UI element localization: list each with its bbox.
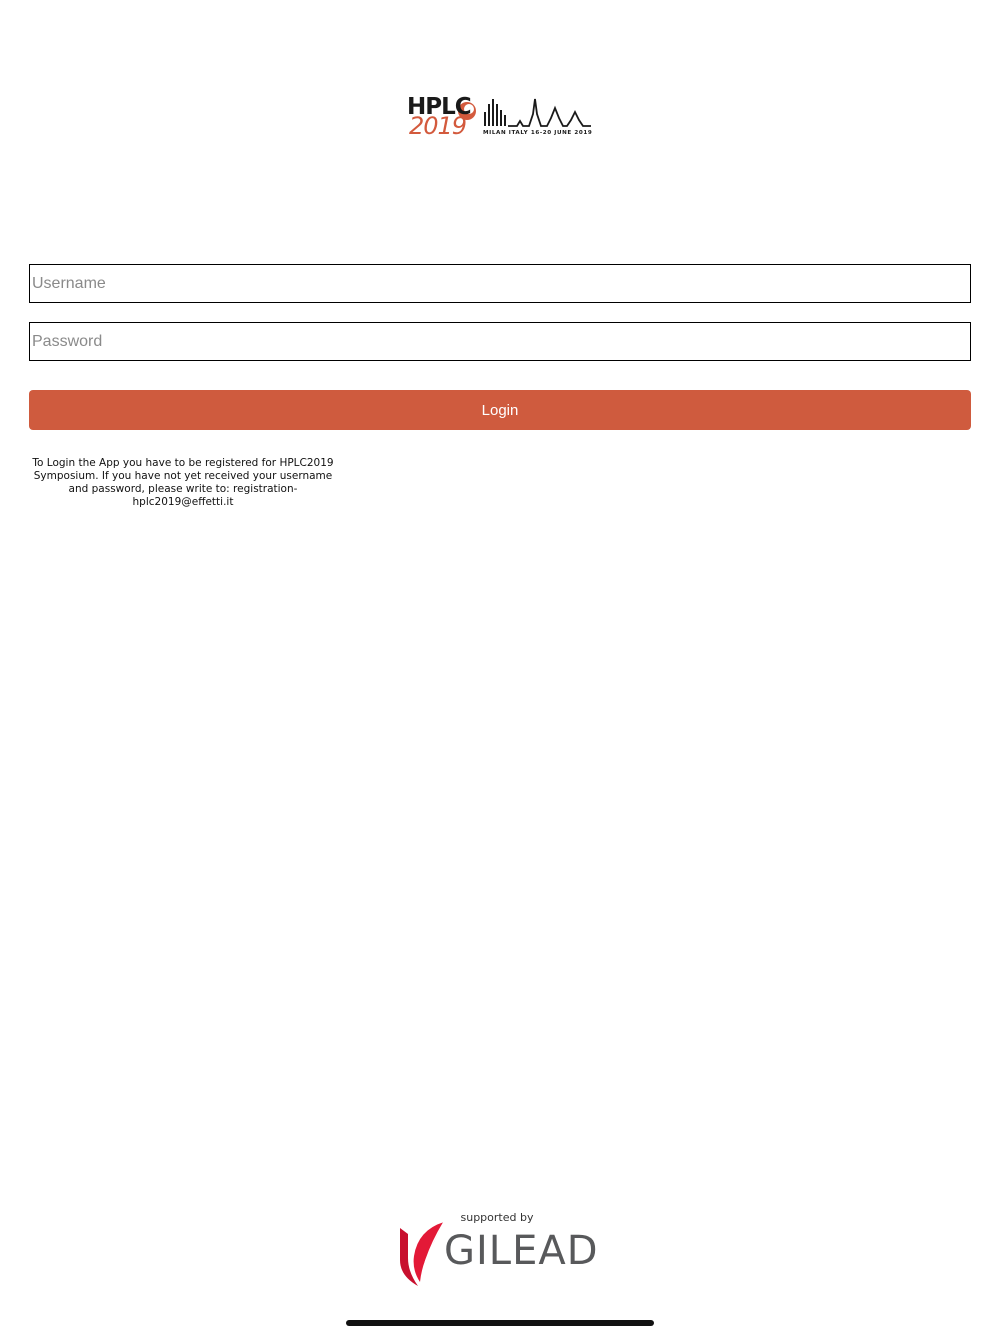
registration-info-text: To Login the App you have to be registered for HPLC2019 Symposium. If you have not yet received your username and password, please write to: registration-hplc2019@effetti.it <box>32 457 334 508</box>
gilead-logo <box>396 1220 606 1288</box>
hplc2019-logo <box>405 94 595 144</box>
password-input[interactable] <box>29 322 971 361</box>
home-indicator[interactable] <box>346 1320 654 1326</box>
supported-by-label: supported by <box>460 1211 534 1224</box>
gilead-wordmark: GILEAD <box>444 1228 599 1274</box>
login-button[interactable]: Login <box>29 390 971 430</box>
logo-title: HPLC <box>407 94 471 120</box>
logo-year: 2019 <box>409 112 467 140</box>
gilead-leaf-icon <box>396 1220 450 1288</box>
username-input[interactable] <box>29 264 971 303</box>
logo-subtitle: MILAN ITALY 16-20 JUNE 2019 <box>483 130 593 136</box>
